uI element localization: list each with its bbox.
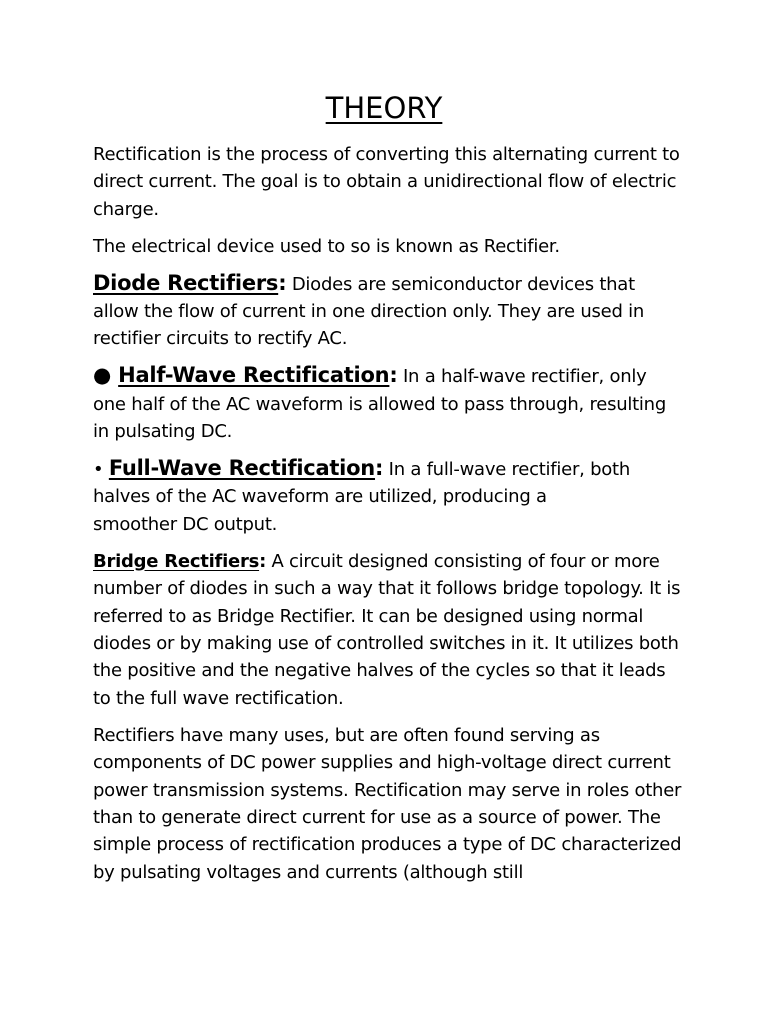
diode-rectifiers-heading: Diode Rectifiers: [93, 270, 279, 295]
paragraph-rectifier-device: The electrical device used to so is known as Rectifier.: [93, 235, 560, 257]
bridge-rectifiers-text: A circuit designed consisting of four or more number of diodes in such a way that it follows bridge topology. It is referred to as Bridge Rectifier. It can be designed using normal diodes or by making use of controlled switches in it. It utilizes both the positive and the negative halves of the cycles so that it leads to the full wave rectification.: [93, 550, 681, 709]
paragraph-full-wave: [93, 455, 683, 538]
half-wave-text: In a half-wave rectifier, only one half of the AC waveform is allowed to pass through, resulting in pulsating DC.: [93, 366, 666, 443]
page-title: THEORY: [325, 91, 443, 125]
bridge-rectifiers-colon: :: [259, 550, 267, 572]
paragraph-half-wave: [93, 362, 683, 445]
diode-rectifiers-text: Diodes are semiconductor devices that allow the flow of current in one direction only. They are used in rectifier circuits to rectify AC.: [93, 273, 645, 350]
half-wave-colon: :: [389, 363, 398, 388]
document-body: [93, 141, 683, 896]
paragraph-rectification-definition: Rectification is the process of converting this alternating current to direct current. The goal is to obtain a unidirectional flow of electric charge.: [93, 144, 680, 220]
paragraph-bridge-rectifiers: [93, 548, 683, 712]
paragraph-rectifier-uses: Rectifiers have many uses, but are often found serving as components of DC power supplies and high-voltage direct current power transmission systems. Rectification may serve in roles other than to generate direct current for use as a source of power. The simple process of rectification produces a type of DC characterized by pulsating voltages and currents (although still: [93, 724, 682, 883]
full-wave-heading: Full-Wave Rectification: [108, 456, 376, 481]
bridge-rectifiers-heading: Bridge Rectifiers: [93, 550, 260, 572]
full-wave-text-line1: In a full-wave rectifier, both halves of the AC waveform are utilized, producing a: [93, 459, 630, 508]
paragraph-diode-rectifiers: [93, 270, 683, 353]
full-wave-bullet: •: [93, 459, 109, 481]
diode-rectifiers-colon: :: [278, 270, 287, 295]
half-wave-heading: Half-Wave Rectification: [118, 363, 390, 388]
half-wave-bullet: ●: [93, 363, 119, 388]
full-wave-text-line2: smoother DC output.: [93, 513, 278, 535]
full-wave-colon: :: [375, 456, 384, 481]
